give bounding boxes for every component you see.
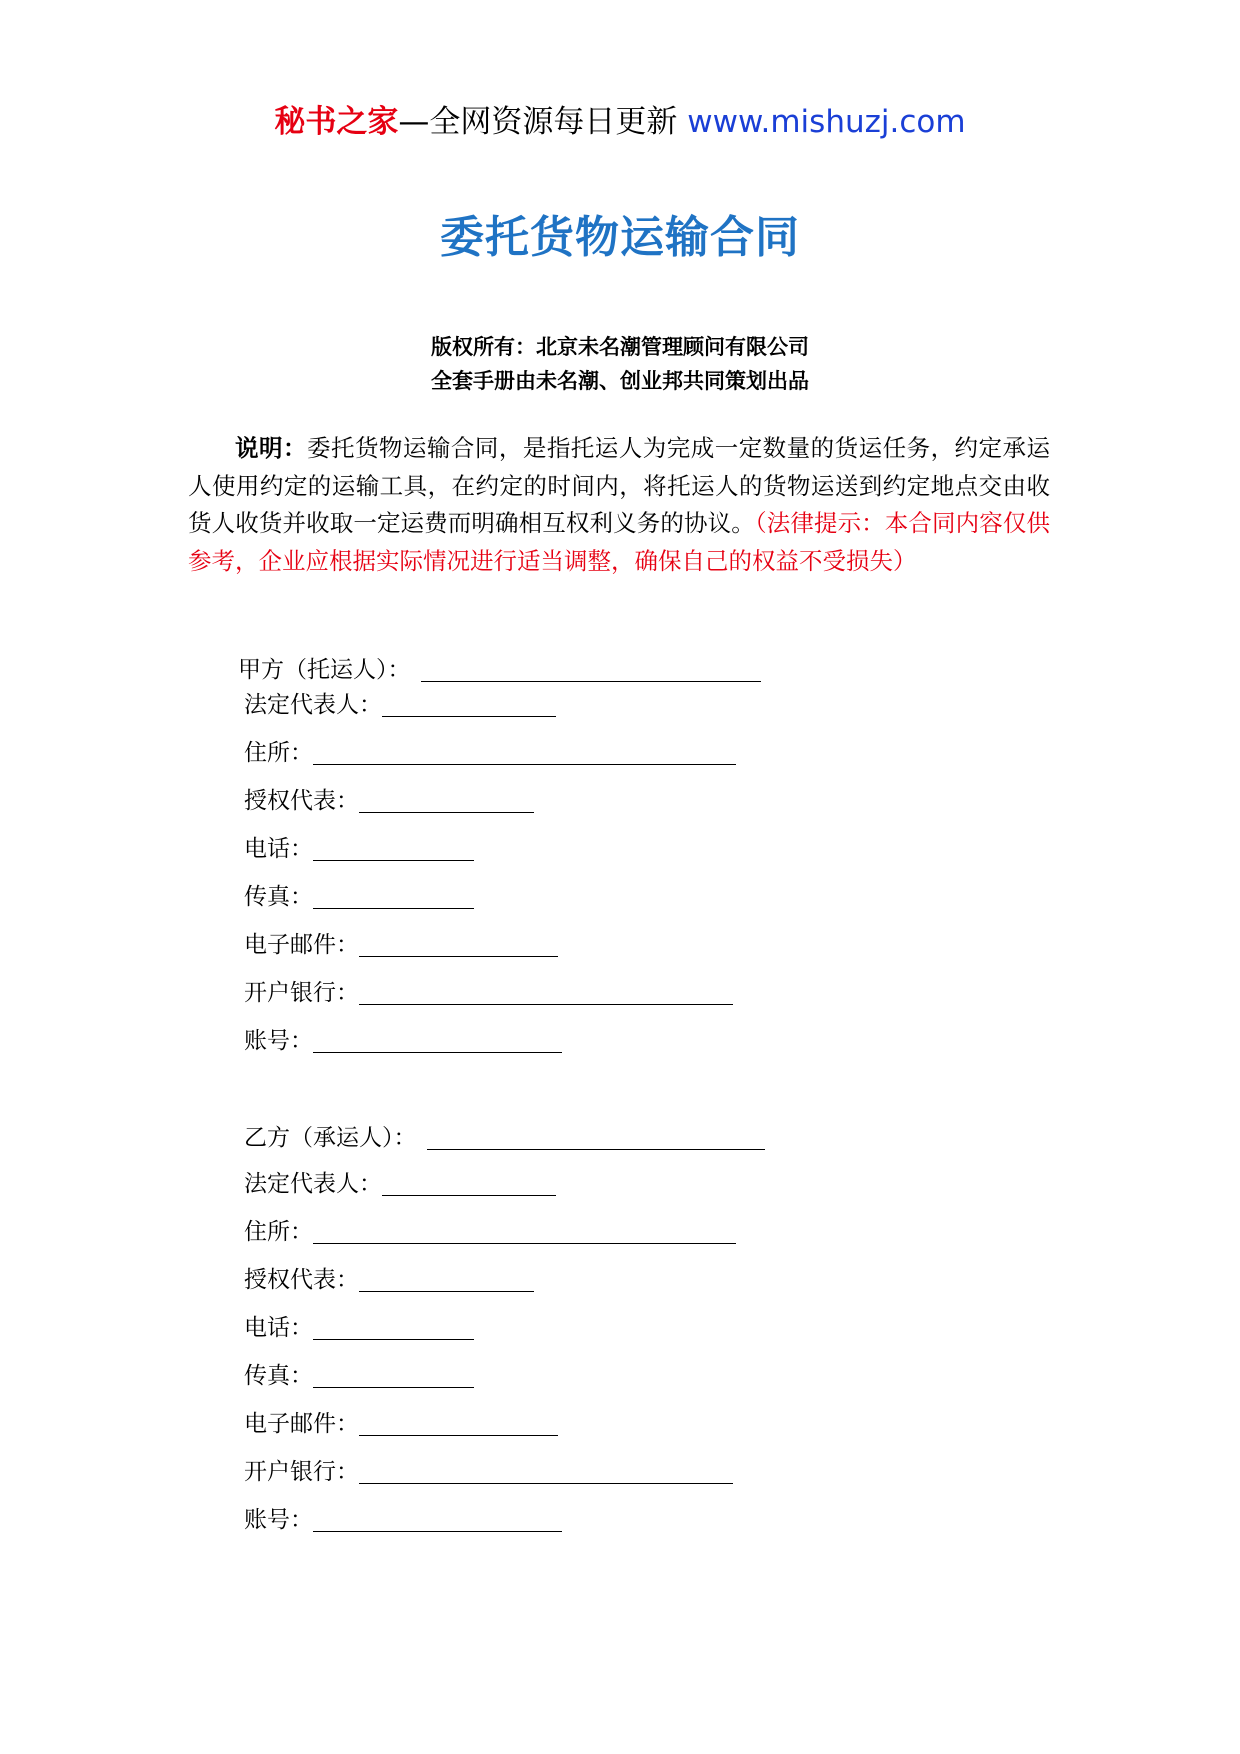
party-b-title-field[interactable] (244, 1118, 765, 1158)
party-a-address-blank[interactable] (313, 737, 736, 765)
party-a-legal-rep-label: 法定代表人： (244, 692, 382, 718)
copyright-block (0, 330, 1240, 398)
party-b-fax-field[interactable] (244, 1356, 474, 1396)
description-lead: 说明： (235, 434, 307, 462)
site-slogan: —全网资源每日更新 (398, 104, 688, 140)
party-b-address-field[interactable] (244, 1212, 736, 1252)
site-url-link[interactable]: www.mishuzj.com (687, 104, 966, 140)
party-b-title-blank[interactable] (427, 1122, 765, 1150)
party-b-fax-label: 传真： (244, 1363, 313, 1389)
party-a-bank-label: 开户银行： (244, 980, 359, 1006)
party-a-title-label: 甲方（托运人）： (238, 657, 411, 683)
party-a-auth-rep-blank[interactable] (359, 785, 534, 813)
party-b-email-field[interactable] (244, 1404, 558, 1444)
party-a-phone-label: 电话： (244, 836, 313, 862)
site-header (0, 100, 1240, 144)
party-b-legal-rep-label: 法定代表人： (244, 1171, 382, 1197)
party-b-phone-field[interactable] (244, 1308, 474, 1348)
party-b-legal-rep-blank[interactable] (382, 1168, 556, 1196)
party-b-bank-blank[interactable] (359, 1456, 733, 1484)
party-a-email-blank[interactable] (359, 929, 558, 957)
party-b-bank-label: 开户银行： (244, 1459, 359, 1485)
party-a-address-field[interactable] (244, 733, 736, 773)
description-body: 委托货物运输合同，是指托运人为完成一定数量的货运任务，约定承运人使用约定的运输工具，在约定的时间内，将托运人的货物运送到约定地点交由收货人收货并收取一定运费而明确相互权利义务的协议。 (188, 434, 1051, 537)
party-b-email-blank[interactable] (359, 1408, 558, 1436)
party-b-auth-rep-blank[interactable] (359, 1264, 534, 1292)
party-b-fax-blank[interactable] (313, 1360, 474, 1388)
description-paragraph (188, 430, 1050, 580)
party-a-account-label: 账号： (244, 1028, 313, 1054)
party-b-address-label: 住所： (244, 1219, 313, 1245)
party-a-auth-rep-field[interactable] (244, 781, 534, 821)
party-b-account-blank[interactable] (313, 1504, 562, 1532)
party-a-fax-label: 传真： (244, 884, 313, 910)
party-a-legal-rep-blank[interactable] (382, 689, 556, 717)
party-a-address-label: 住所： (244, 740, 313, 766)
party-b-legal-rep-field[interactable] (244, 1164, 556, 1204)
party-a-bank-field[interactable] (244, 973, 733, 1013)
copyright-owner: 版权所有：北京未名潮管理顾问有限公司 (431, 335, 809, 359)
document-title: 委托货物运输合同 (440, 212, 800, 263)
party-b-phone-label: 电话： (244, 1315, 313, 1341)
party-a-title-field[interactable] (238, 650, 761, 690)
party-a-bank-blank[interactable] (359, 977, 733, 1005)
party-b-auth-rep-label: 授权代表： (244, 1267, 359, 1293)
party-b-email-label: 电子邮件： (244, 1411, 359, 1437)
party-a-fax-field[interactable] (244, 877, 474, 917)
party-b-account-field[interactable] (244, 1500, 562, 1540)
copyright-producer: 全套手册由未名潮、创业邦共同策划出品 (431, 369, 809, 393)
site-brand: 秘书之家 (274, 104, 399, 140)
party-b-account-label: 账号： (244, 1507, 313, 1533)
party-a-phone-blank[interactable] (313, 833, 474, 861)
party-a-account-field[interactable] (244, 1021, 562, 1061)
legal-note: （法律提示：本合同内容仅供参考，企业应根据实际情况进行适当调整，确保自己的权益不受损失） (188, 509, 1051, 575)
party-a-legal-rep-field[interactable] (244, 685, 556, 725)
party-a-email-label: 电子邮件： (244, 932, 359, 958)
party-b-bank-field[interactable] (244, 1452, 733, 1492)
party-b-auth-rep-field[interactable] (244, 1260, 534, 1300)
party-a-email-field[interactable] (244, 925, 558, 965)
party-b-phone-blank[interactable] (313, 1312, 474, 1340)
party-a-account-blank[interactable] (313, 1025, 562, 1053)
party-a-auth-rep-label: 授权代表： (244, 788, 359, 814)
party-b-address-blank[interactable] (313, 1216, 736, 1244)
party-a-phone-field[interactable] (244, 829, 474, 869)
party-a-fax-blank[interactable] (313, 881, 474, 909)
party-a-title-blank[interactable] (421, 654, 761, 682)
party-b-title-label: 乙方（承运人）： (244, 1125, 417, 1151)
